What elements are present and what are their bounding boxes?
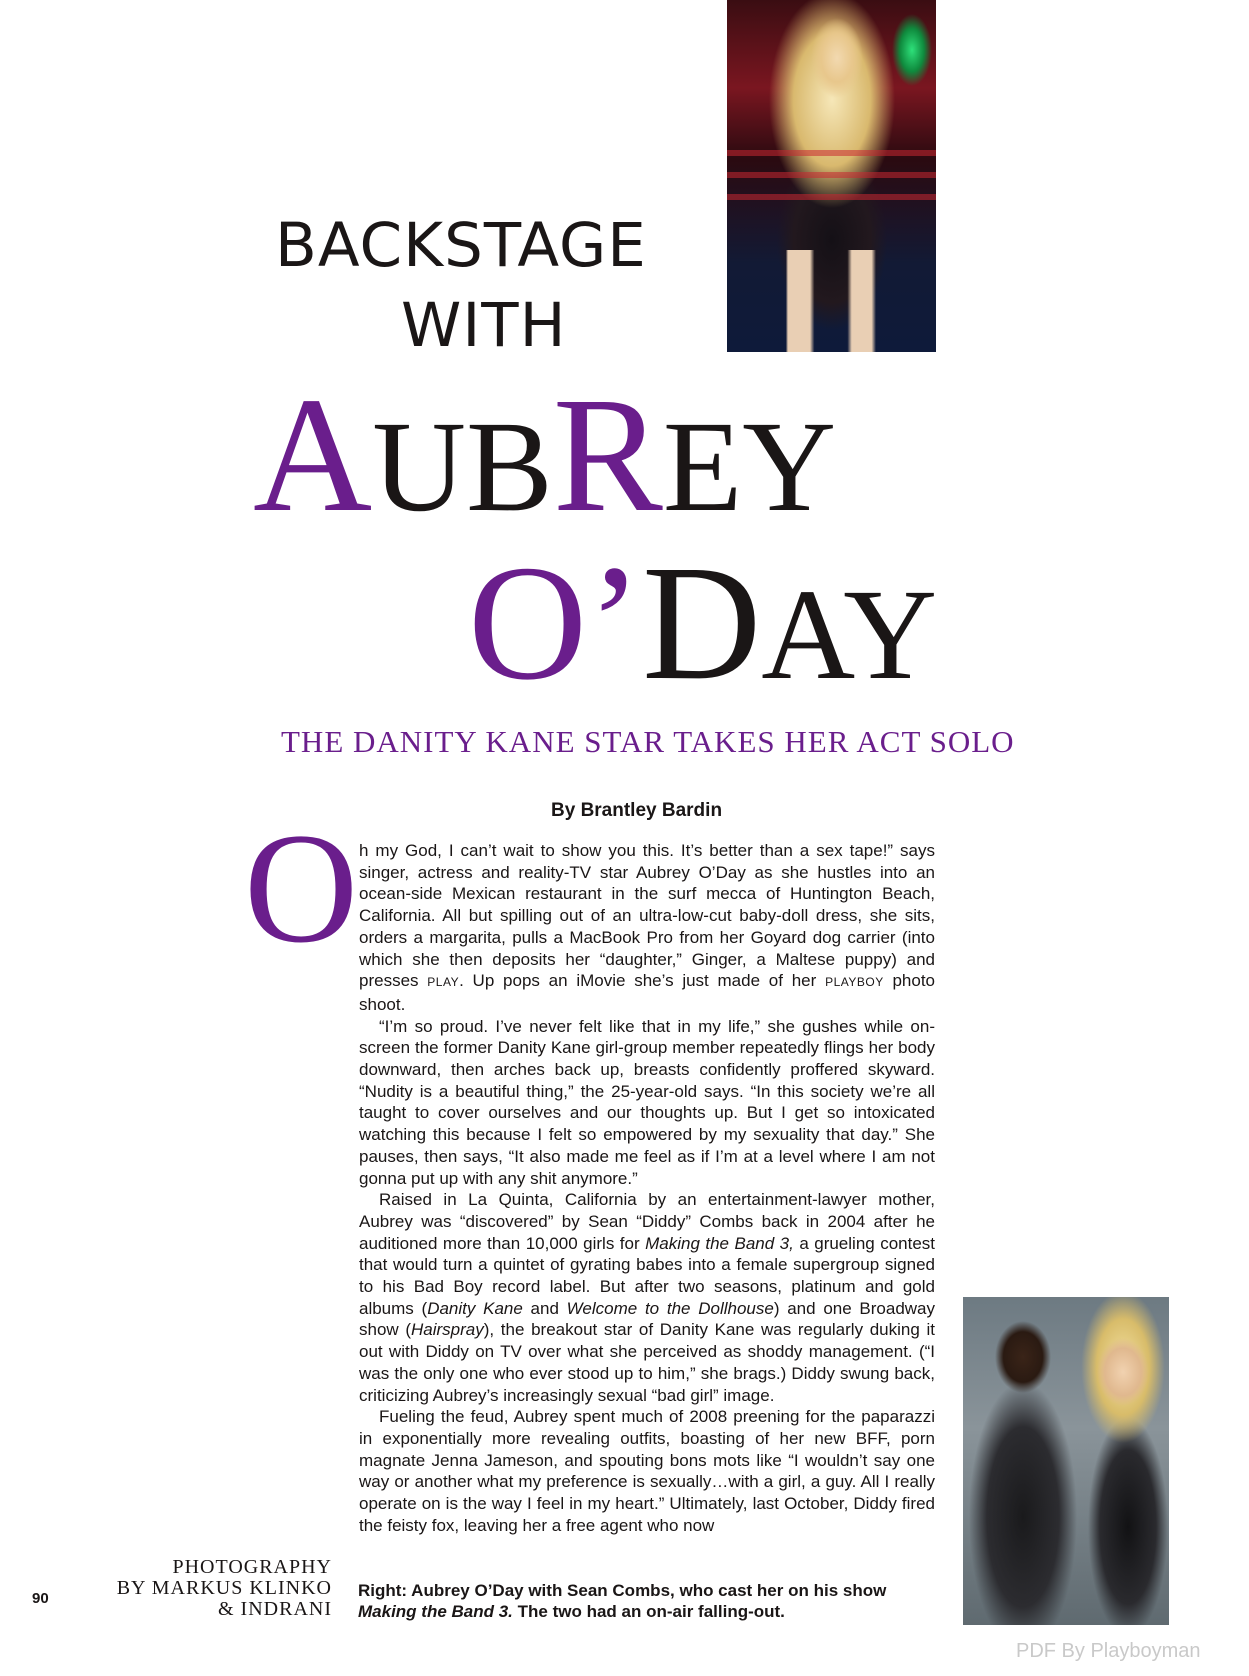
caption-text: The two had an on-air falling-out. bbox=[512, 1602, 785, 1621]
headline-name-aubrey bbox=[253, 363, 837, 546]
watermark: PDF By Playboyman bbox=[1016, 1640, 1201, 1662]
stage-light-stripe bbox=[727, 194, 936, 200]
article-paragraph: “I’m so proud. I’ve never felt like that in my life,” she gushes while on-screen the former Danity Kane girl-group member repeatedly flings her body downward, then arches back up, breasts confidently proffered skyward. “Nudity is a beautiful thing,” the 25-year-old says. “In this society we’re all taught to cover ourselves and our thoughts up. But I get so intoxicated watching this because I felt so empowered by my sexuality that day.” She pauses, then says, “It also made me feel as if I’m at a level where I am not gonna put up with any shit anymore.” bbox=[359, 1016, 935, 1188]
photo-aubrey-with-sean-combs bbox=[963, 1297, 1169, 1625]
article-text: Raised in La Quinta, California by an entertainment-lawyer mother, Aubrey was “discovered” by Sean “Diddy” Combs back in 2004 after he auditioned more than 10,000 girls for bbox=[359, 1190, 935, 1253]
article-text: ), the breakout star of Danity Kane was regularly duking it out with Diddy on TV over what she perceived as shoddy management. (“I was the only one who ever stood up to him,” she brags.) Diddy swung back, criticizing Aubrey’s increasingly sexual “bad girl” image. bbox=[359, 1320, 935, 1405]
article-text: ) and one Broadway show ( bbox=[359, 1298, 936, 1340]
headline-apostrophe: ’ bbox=[587, 531, 643, 714]
page-number: 90 bbox=[32, 1590, 49, 1607]
article-paragraph bbox=[359, 840, 935, 1016]
photo-caption bbox=[358, 1580, 938, 1622]
headline-letter-a: A bbox=[253, 363, 373, 546]
stage-light-stripe bbox=[727, 172, 936, 178]
drop-cap: O bbox=[244, 801, 359, 976]
article-title-italic: Danity Kane bbox=[427, 1298, 523, 1318]
article-title-italic: Making the Band 3, bbox=[645, 1233, 794, 1253]
article-text: photo shoot. bbox=[359, 971, 935, 1014]
stage-light-stripe bbox=[727, 150, 936, 156]
headline-letters-ay: AY bbox=[761, 563, 938, 707]
article-text: h my God, I can’t wait to show you this. It’s better than a sex tape!” says singer, actress and reality-TV star Aubrey O’Day as she hustles into an ocean-side Mexican restaurant in the surf mecca of Huntington Beach, California. All but spilling out of an ultra-low-cut baby-doll dress, she sits, orders a margarita, pulls a MacBook Pro from her Goyard dog carrier (into which she then deposits her “daughter,” Ginger, a Maltese puppy) and presses bbox=[359, 841, 935, 991]
article-text-smallcaps: PLAY bbox=[427, 975, 460, 990]
article-title-italic: Hairspray bbox=[411, 1320, 484, 1340]
photo-aubrey-performing bbox=[727, 0, 936, 352]
headline-line-backstage: BACKSTAGE bbox=[275, 210, 647, 281]
photo-figure-legs bbox=[777, 250, 887, 352]
credit-line: & INDRANI bbox=[218, 1598, 332, 1620]
credit-line: PHOTOGRAPHY bbox=[172, 1556, 332, 1578]
headline-line-with: WITH bbox=[401, 290, 567, 361]
article-text: a grueling contest that would turn a quintet of gyrating babes into a female supergroup signed to his Bad Boy record label. But after two seasons, platinum and gold albums ( bbox=[359, 1233, 936, 1318]
article-title-italic: Welcome to the Dollhouse bbox=[566, 1298, 774, 1318]
headline-letters-ey: EY bbox=[662, 395, 837, 539]
headline-name-oday bbox=[468, 531, 938, 714]
article-text: and bbox=[522, 1298, 567, 1318]
headline-letter-u: U bbox=[372, 395, 467, 539]
headline-letter-o: O bbox=[468, 531, 588, 714]
subtitle: THE DANITY KANE STAR TAKES HER ACT SOLO bbox=[281, 724, 1015, 759]
article-paragraph: Fueling the feud, Aubrey spent much of 2008 preening for the paparazzi in exponentially more revealing outfits, boasting of her new BFF, porn magnate Jenna Jameson, and spouting bons mots like “I wouldn’t say one way or another what my preference is sexually…with a girl, a guy. All I really operate on is the way I feel in my heart.” Ultimately, last October, Diddy fired the feisty fox, leaving her a free agent who now bbox=[359, 1407, 935, 1535]
photo-credits bbox=[100, 1557, 332, 1620]
headline-letter-r: R bbox=[552, 363, 663, 546]
credit-line: BY MARKUS KLINKO bbox=[116, 1577, 332, 1599]
caption-text: Right: Aubrey O’Day with Sean Combs, who cast her on his show bbox=[358, 1581, 887, 1600]
caption-title-italic: Making the Band 3. bbox=[358, 1602, 513, 1621]
article-paragraph bbox=[359, 1189, 935, 1406]
article-text-smallcaps: PLAYBOY bbox=[825, 975, 884, 990]
byline: By Brantley Bardin bbox=[551, 800, 723, 821]
article-text: . Up pops an iMovie she’s just made of her bbox=[459, 971, 826, 991]
headline-letter-b: B bbox=[466, 395, 553, 539]
article-body bbox=[359, 840, 935, 1537]
headline-letter-d: D bbox=[642, 531, 762, 714]
